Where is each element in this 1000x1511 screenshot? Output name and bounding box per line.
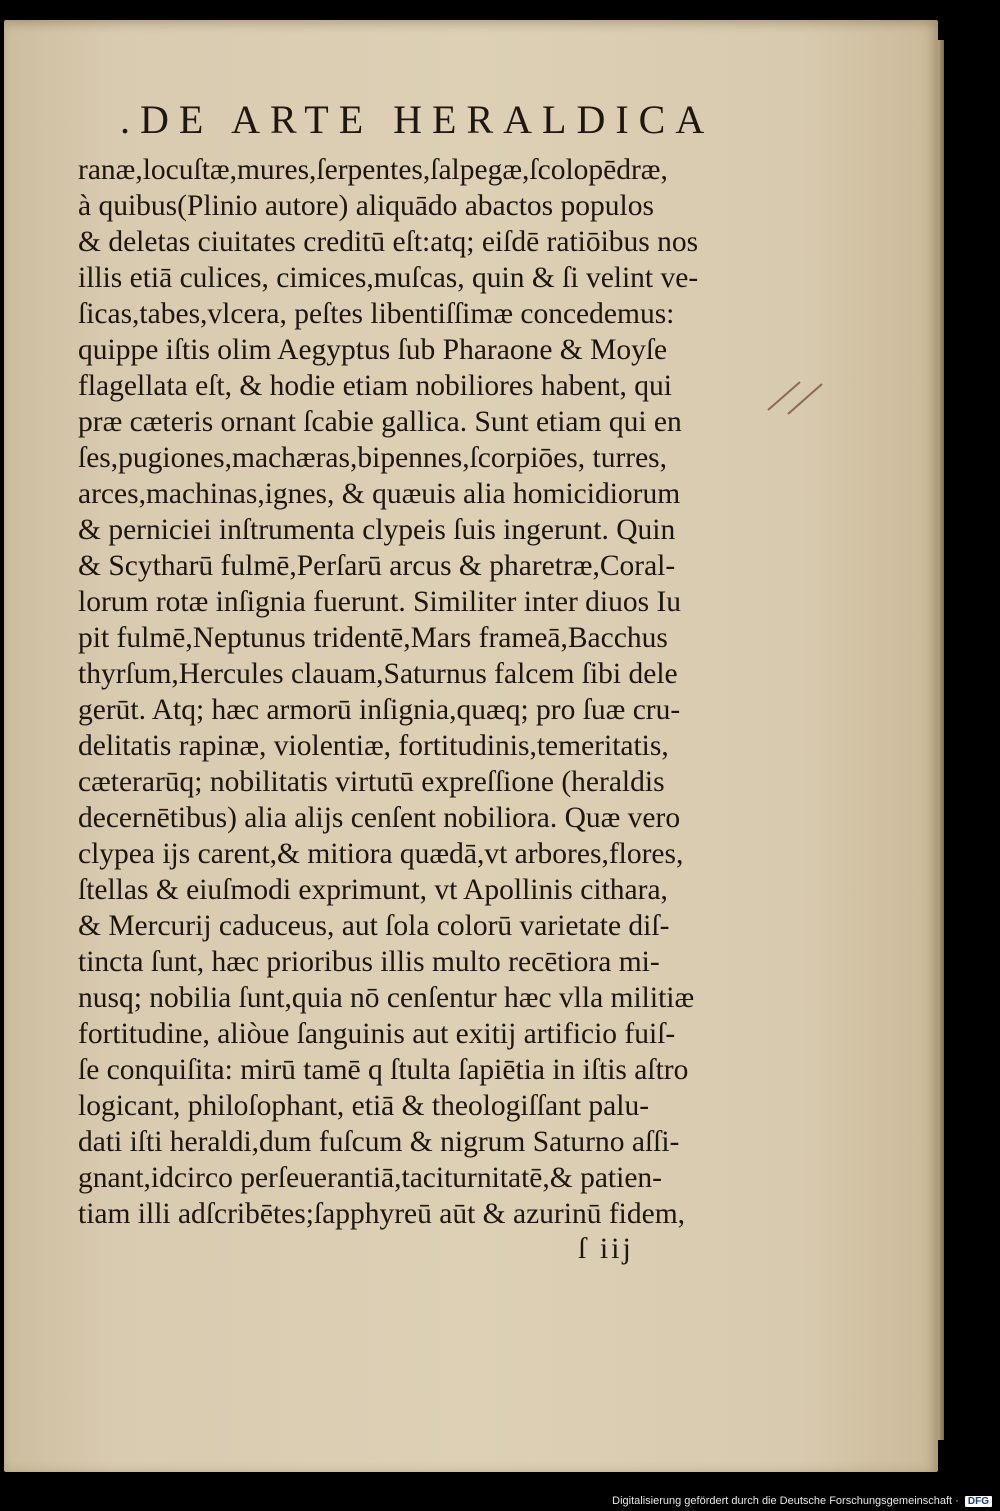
text-line: ſtellas & eiuſmodi exprimunt, vt Apollinis cithara,	[78, 874, 668, 906]
text-line: ſicas,tabes,vlcera, peſtes libentiſſimæ concedemus:	[78, 298, 675, 330]
text-line: cæterarūq; nobilitatis virtutū expreſſione (heraldis	[78, 766, 665, 798]
text-line: gerūt. Atq; hæc armorū inſignia,quæq; pro ſuæ cru-	[78, 694, 681, 726]
text-line: illis etiā culices, cimices,muſcas, quin & ſi velint ve-	[78, 262, 699, 294]
text-line: & deletas ciuitates creditū eſt:atq; eiſdē ratiōibus nos	[78, 226, 699, 258]
credit-text: Digitalisierung gefördert durch die Deutsche Forschungsgemeinschaft ·	[612, 1495, 959, 1507]
text-line: delitatis rapinæ, violentiæ, fortitudinis,temeritatis,	[78, 730, 669, 762]
text-line: & Mercurij caduceus, aut ſola colorū varietate diſ-	[78, 910, 670, 942]
text-line: flagellata eſt, & hodie etiam nobiliores habent, qui	[78, 370, 672, 402]
page-edge	[938, 40, 944, 1440]
text-line: logicant, philoſophant, etiā & theologiſſant palu-	[78, 1090, 650, 1122]
text-line: ſes,pugiones,machæras,bipennes,ſcorpiōes, turres,	[78, 442, 668, 474]
text-line: arces,machinas,ignes, & quæuis alia homicidiorum	[78, 478, 681, 510]
text-line: ranæ,locuſtæ,mures,ſerpentes,ſalpegæ,ſcolopēdræ,	[78, 154, 668, 186]
text-line: & Scytharū fulmē,Perſarū arcus & pharetræ,Coral-	[78, 550, 676, 582]
text-line: à quibus(Plinio autore) aliquādo abactos populos	[78, 190, 654, 222]
text-line: gnant,idcirco perſeuerantiā,taciturnitatē,& patien-	[78, 1162, 662, 1194]
body-text	[78, 152, 768, 1232]
text-line: tincta ſunt, hæc prioribus illis multo recētiora mi-	[78, 946, 660, 978]
text-line: ſe conquiſita: mirū tamē q ſtulta ſapiētia in iſtis aſtro	[78, 1054, 689, 1086]
text-line: dati iſti heraldi,dum fuſcum & nigrum Saturno aſſi-	[78, 1126, 680, 1158]
text-line: fortitudine, aliòue ſanguinis aut exitij artificio fuiſ-	[78, 1018, 676, 1050]
text-line: nusq; nobilia ſunt,quia nō cenſentur hæc vlla militiæ	[78, 982, 695, 1014]
text-line: quippe iſtis olim Aegyptus ſub Pharaone & Moyſe	[78, 334, 668, 366]
marginal-annotation-mark	[760, 370, 830, 420]
text-line: lorum rotæ inſignia fuerunt. Similiter inter diuos Iu	[78, 586, 682, 618]
signature-mark: ſ iij	[578, 1232, 634, 1265]
text-line: tiam illi adſcribētes;ſapphyreū aūt & azurinū fidem,	[78, 1198, 686, 1230]
text-line: decernētibus) alia alijs cenſent nobiliora. Quæ vero	[78, 802, 681, 834]
text-line: clypea ijs carent,& mitiora quædā,vt arbores,flores,	[78, 838, 684, 870]
running-head: .DE ARTE HERALDICA	[120, 97, 715, 142]
dfg-logo: DFG	[965, 1496, 992, 1507]
text-line: & perniciei inſtrumenta clypeis ſuis ingerunt. Quin	[78, 514, 676, 546]
text-line: thyrſum,Hercules clauam,Saturnus falcem ſibi dele	[78, 658, 678, 690]
text-line: præ cæteris ornant ſcabie gallica. Sunt etiam qui en	[78, 406, 682, 438]
text-line: pit fulmē,Neptunus tridentē,Mars frameā,Bacchus	[78, 622, 668, 654]
digitization-credit	[612, 1495, 992, 1507]
